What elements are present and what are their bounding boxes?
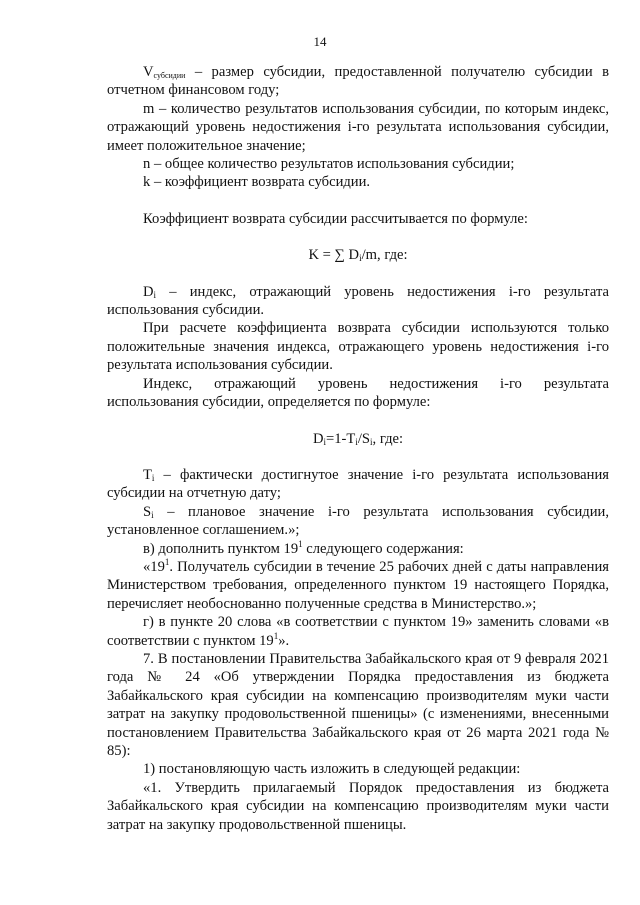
item-7: 7. В постановлении Правительства Забайкальского края от 9 февраля 2021 года № 24 «Об утверждении Порядка предоставления из бюджета Забайкальского края субсидии на компенсацию производителям муки части затрат на закупку продовольственной пшеницы» (с изменениями, внесенными постановлением Правительства Забайкальского края от 26 марта 2021 года № 85):: [107, 650, 609, 759]
definition-d: [107, 283, 609, 320]
item-19-1: [107, 558, 609, 613]
formula-d-sub: i: [323, 436, 327, 447]
formula-k-sub: i: [359, 253, 362, 264]
item-g-sup: 1: [273, 630, 279, 641]
item-v: [107, 540, 609, 558]
definition-v: [107, 63, 609, 100]
formula-k: [107, 246, 609, 264]
definition-s: [107, 503, 609, 540]
v-text: – размер субсидии, предоставленной получателю субсидии в отчетном финансовом году;: [107, 64, 609, 99]
formula-d-slash: /S: [357, 430, 371, 447]
formula-d-mid: =1-T: [326, 430, 356, 447]
item-19-before: «19: [143, 558, 165, 575]
item-v-after: следующего содержания:: [302, 540, 464, 557]
t-text: – фактически достигнутое значение i-го результата использования субсидии на отчетную дату;: [107, 466, 609, 502]
formula-d: [107, 430, 609, 448]
item-7-quote: «1. Утвердить прилагаемый Порядок предоставления из бюджета Забайкальского края субсидии на компенсацию производителям муки части затрат на закупку продовольственной пшеницы.: [107, 779, 609, 833]
page-number: 14: [313, 34, 327, 49]
item-19-sup: 1: [164, 556, 170, 567]
formula-d-symbol: D: [312, 430, 324, 447]
item-v-sup: 1: [298, 538, 303, 549]
formula-k-left: K = ∑ D: [308, 247, 360, 264]
s-text: – плановое значение i-го результата использования субсидии, установленное соглашением.»;: [107, 503, 609, 539]
item-7-1: 1) постановляющую часть изложить в следующей редакции:: [143, 761, 521, 778]
d-symbol: D: [143, 283, 154, 300]
s-subscript: i: [151, 509, 154, 520]
s-symbol: S: [143, 503, 152, 520]
paragraph-index: Индекс, отражающий уровень недостижения i-го результата использования субсидии, определяется по формуле:: [107, 375, 609, 411]
definition-k: k – коэффициент возврата субсидии.: [143, 174, 371, 191]
v-symbol: V: [143, 64, 154, 80]
item-g-before: г) в пункте 20 слова «в соответствии с пунктом 19» заменить словами «в соответствии с пунктом 19: [107, 614, 609, 649]
formula-t-sub: i: [355, 436, 358, 447]
formula-s-sub: i: [370, 436, 373, 447]
v-subscript: субсидии: [153, 71, 186, 80]
d-subscript: i: [153, 289, 157, 300]
item-19-after: . Получатель субсидии в течение 25 рабочих дней с даты направления Министерством требования, определенного пунктом 19 настоящего Порядка, перечисляет необоснованно полученные средства в Министерство.»;: [107, 558, 609, 612]
definition-n: n – общее количество результатов использования субсидии;: [143, 156, 515, 173]
paragraph-positive-values: При расчете коэффициента возврата субсидии используются только положительные значения индекса, отражающего уровень недостижения i-го результата использования субсидии.: [107, 320, 609, 374]
definition-t: [107, 466, 609, 503]
k-formula-intro: Коэффициент возврата субсидии рассчитывается по формуле:: [143, 210, 528, 227]
t-subscript: i: [151, 472, 155, 483]
item-g: [107, 613, 609, 650]
item-g-after: ».: [278, 632, 290, 649]
formula-k-right: /m, где:: [361, 247, 408, 264]
formula-d-tail: , где:: [372, 430, 404, 447]
item-v-before: в) дополнить пунктом 19: [143, 540, 299, 557]
definition-m: m – количество результатов использования субсидии, по которым индекс, отражающий уровень недостижения i-го результата использования субсидии, имеет положительное значение;: [107, 100, 609, 154]
d-text: – индекс, отражающий уровень недостижения i-го результата использования субсидии.: [107, 283, 609, 319]
document-body: [107, 63, 609, 834]
t-symbol: T: [143, 466, 152, 483]
